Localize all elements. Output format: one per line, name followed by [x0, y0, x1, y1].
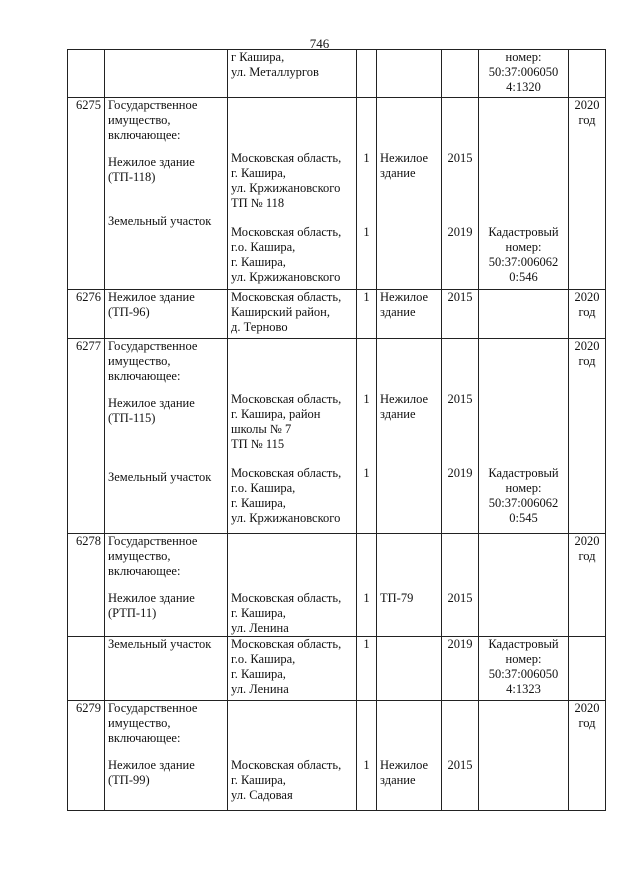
property-address: Московская область, г. Кашира, ул. Садовая [228, 701, 357, 811]
year: 2015 [442, 701, 479, 811]
table-row [68, 98, 606, 290]
property-type: Нежилое здание [377, 290, 442, 339]
property-name [105, 50, 228, 98]
property-address: г Кашира, ул. Металлургов [228, 50, 357, 98]
property-name: Земельный участок [105, 637, 228, 701]
property-name: Нежилое здание (ТП-96) [105, 290, 228, 339]
property-address: Московская область, Каширский район, д. Терново [228, 290, 357, 339]
year: 2019 [442, 637, 479, 701]
year: 2015 2019 [442, 339, 479, 534]
registration-year: 2020 год [569, 339, 606, 534]
property-name: Государственное имущество, включающее: Нежилое здание (РТП-11) [105, 534, 228, 637]
quantity: 1 1 [357, 339, 377, 534]
property-name: Государственное имущество, включающее: Нежилое здание (ТП-118) Земельный участок [105, 98, 228, 290]
quantity [357, 50, 377, 98]
registration-year: 2020 год [569, 701, 606, 811]
year [442, 50, 479, 98]
quantity: 1 [357, 701, 377, 811]
property-name: Государственное имущество, включающее: Нежилое здание (ТП-115) Земельный участок [105, 339, 228, 534]
cadastral-number: Кадастровый номер: 50:37:006050 4:1323 [479, 637, 569, 701]
property-type [377, 637, 442, 701]
table-row [68, 534, 606, 637]
quantity: 1 [357, 637, 377, 701]
cadastral-number: номер: 50:37:006050 4:1320 [479, 50, 569, 98]
table-row [68, 701, 606, 811]
year: 2015 [442, 290, 479, 339]
property-name: Государственное имущество, включающее: Нежилое здание (ТП-99) [105, 701, 228, 811]
row-number [68, 50, 105, 98]
registration-year [569, 50, 606, 98]
property-address: Московская область, г.о. Кашира, г. Кашира, ул. Ленина [228, 637, 357, 701]
row-number: 6279 [68, 701, 105, 811]
property-type [377, 50, 442, 98]
row-number: 6276 [68, 290, 105, 339]
registration-year: 2020 год [569, 290, 606, 339]
property-address: Московская область, г. Кашира, район школы № 7 ТП № 115 Московская область, г.о. Кашира, г. Кашира, ул. Кржижановского [228, 339, 357, 534]
cadastral-number [479, 534, 569, 637]
property-type: Нежилое здание [377, 701, 442, 811]
cadastral-number: Кадастровый номер: 50:37:006062 0:545 [479, 339, 569, 534]
cadastral-number [479, 290, 569, 339]
property-address: Московская область, г. Кашира, ул. Ленина [228, 534, 357, 637]
year: 2015 2019 [442, 98, 479, 290]
row-number: 6277 [68, 339, 105, 534]
quantity: 1 1 [357, 98, 377, 290]
property-type: Нежилое здание [377, 339, 442, 534]
registration-year: 2020 год [569, 98, 606, 290]
property-address: Московская область, г. Кашира, ул. Кржижановского ТП № 118 Московская область, г.о. Кашира, г. Кашира, ул. Кржижановского [228, 98, 357, 290]
cadastral-number [479, 701, 569, 811]
year: 2015 [442, 534, 479, 637]
registration-year: 2020 год [569, 534, 606, 637]
row-number [68, 637, 105, 701]
registration-year [569, 637, 606, 701]
property-type: Нежилое здание [377, 98, 442, 290]
cadastral-number: Кадастровый номер: 50:37:006062 0:546 [479, 98, 569, 290]
quantity: 1 [357, 534, 377, 637]
quantity: 1 [357, 290, 377, 339]
property-type: ТП-79 [377, 534, 442, 637]
table-row [68, 50, 606, 98]
property-registry-table [67, 49, 606, 811]
page-number: 746 [309, 36, 330, 51]
table-row [68, 637, 606, 701]
table-row [68, 290, 606, 339]
row-number: 6278 [68, 534, 105, 637]
row-number: 6275 [68, 98, 105, 290]
table-row [68, 339, 606, 534]
